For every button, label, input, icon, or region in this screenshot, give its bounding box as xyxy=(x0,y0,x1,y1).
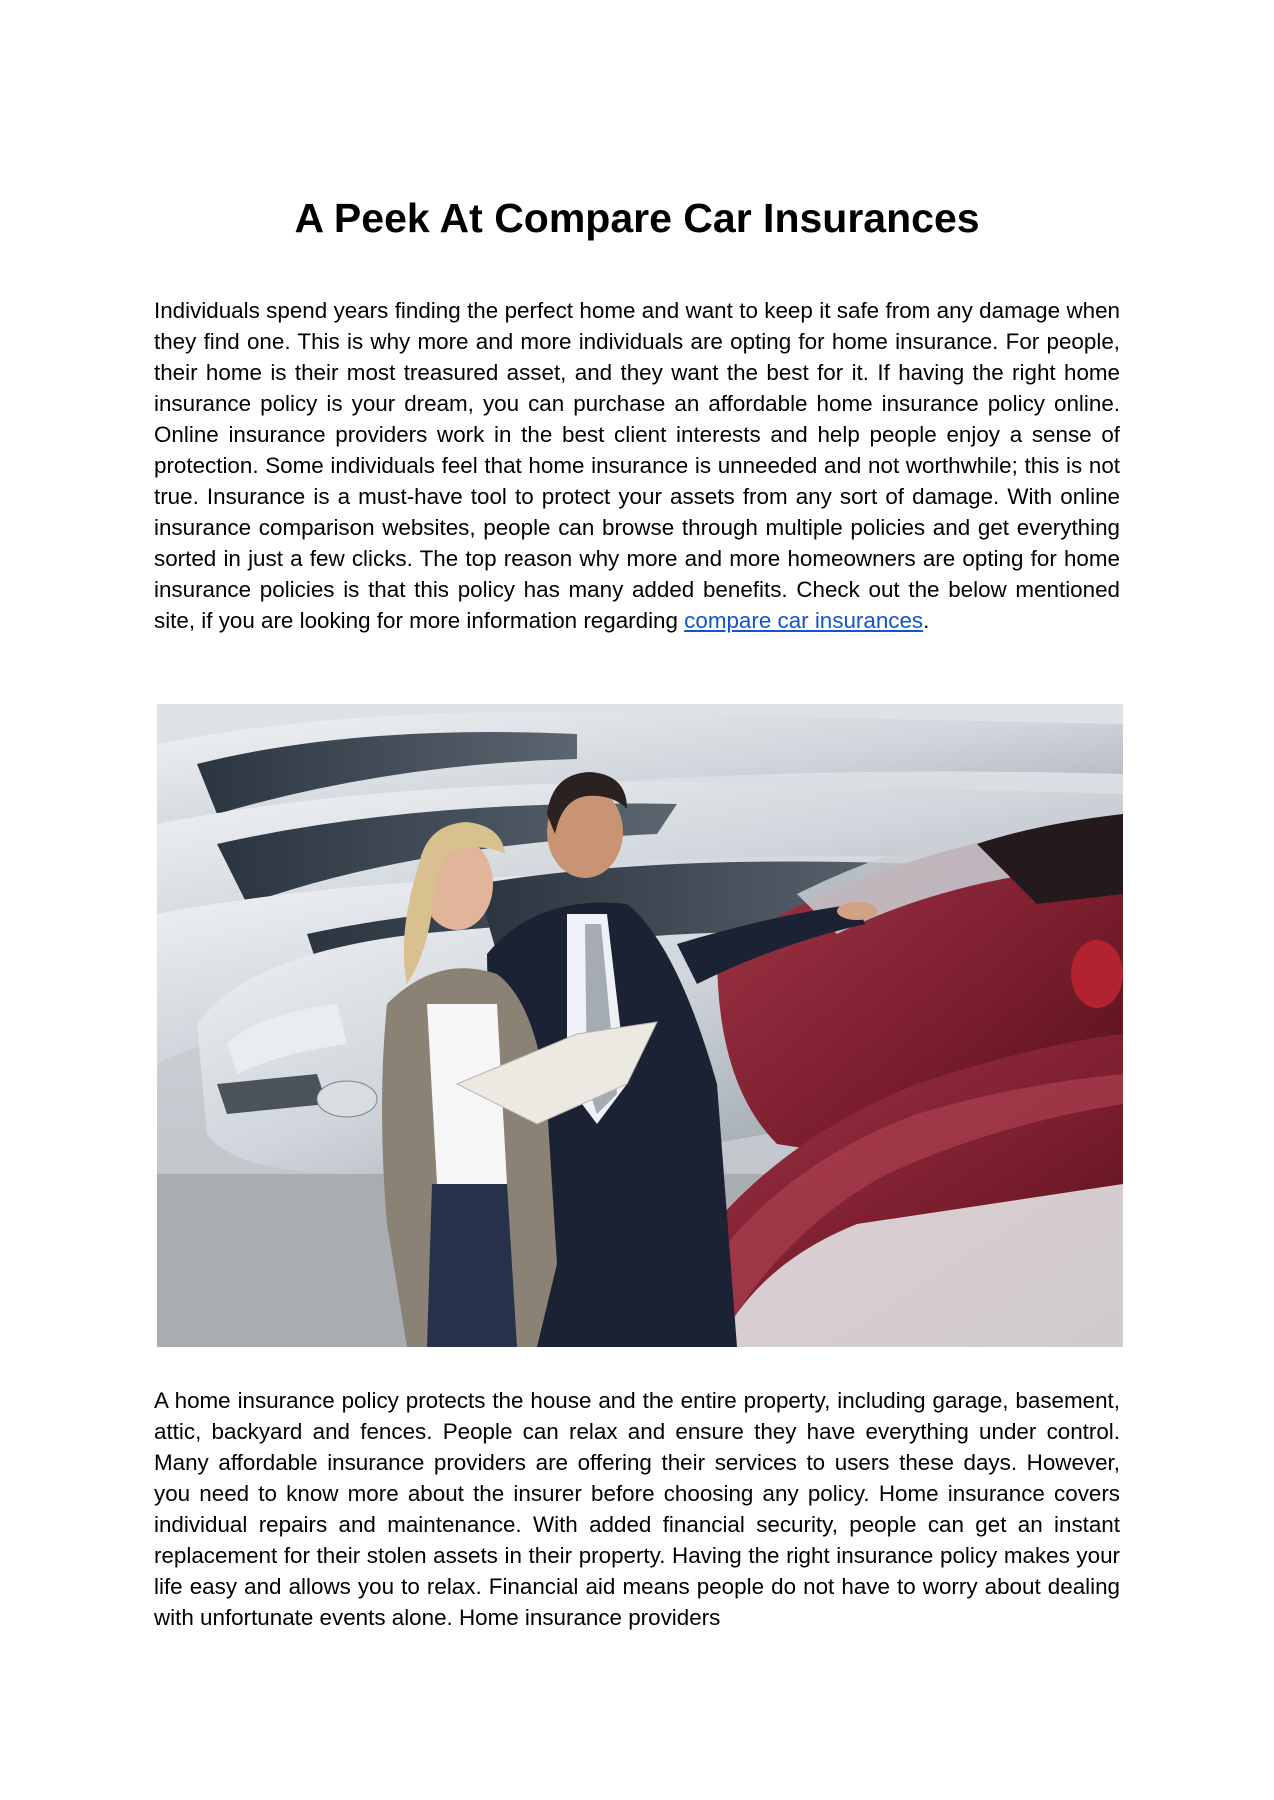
body-paragraph: A home insurance policy protects the house and the entire property, including garage, basement, attic, backyard and fences. People can relax and ensure they have everything under control. Many affordable insurance providers are offering their services to users these days. However, you need to know more about the insurer before choosing any policy. Home insurance covers individual repairs and maintenance. With added financial security, people can get an instant replacement for their stolen assets in their property. Having the right insurance policy makes your life easy and allows you to relax. Financial aid means people do not have to worry about dealing with unfortunate events alone. Home insurance providers xyxy=(154,1388,1120,1630)
intro-paragraph xyxy=(154,295,1120,636)
page-title: A Peek At Compare Car Insurances xyxy=(294,195,980,241)
photo-illustration xyxy=(157,704,1123,1347)
intro-text: Individuals spend years finding the perfect home and want to keep it safe from any damage when they find one. This is why more and more individuals are opting for home insurance. For people, their home is their most treasured asset, and they want the best for it. If having the right home insurance policy is your dream, you can purchase an affordable home insurance policy online. Online insurance providers work in the best client interests and help people enjoy a sense of protection. Some individuals feel that home insurance is unneeded and not worthwhile; this is not true. Insurance is a must-have tool to protect your assets from any sort of damage. With online insurance comparison websites, people can browse through multiple policies and get everything sorted in just a few clicks. The top reason why more and more homeowners are opting for home insurance policies is that this policy has many added benefits. Check out the below mentioned site, if you are looking for more information regarding xyxy=(154,298,1120,633)
car-dealership-photo xyxy=(157,704,1123,1347)
compare-car-insurances-link[interactable]: compare car insurances xyxy=(684,608,924,633)
intro-text-end: . xyxy=(923,608,930,633)
